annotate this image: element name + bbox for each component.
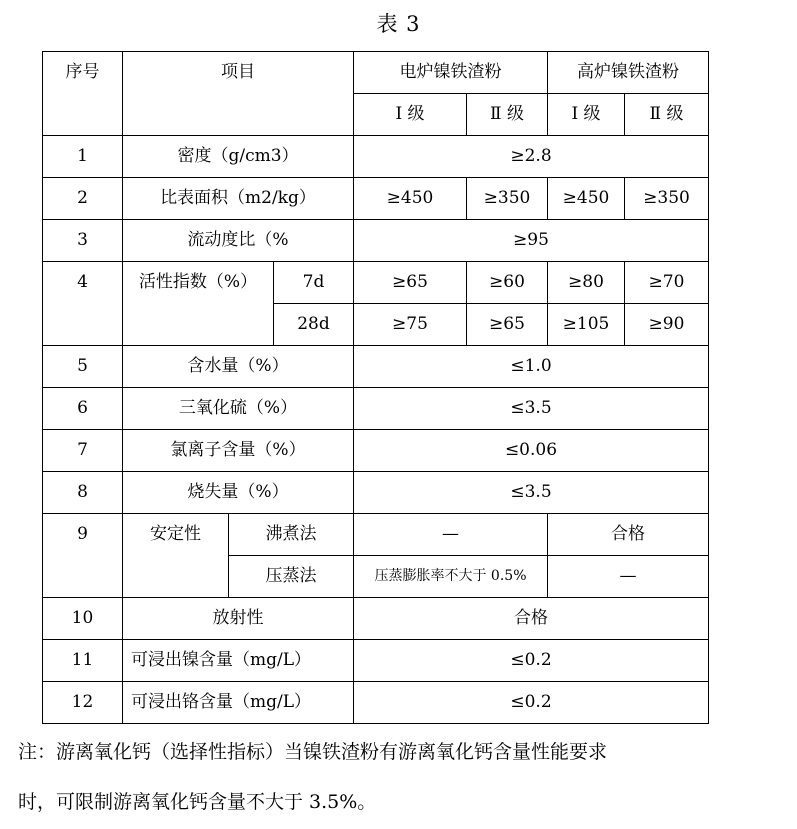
row-value: ≥60 bbox=[467, 262, 548, 304]
row-value: ≥75 bbox=[354, 304, 467, 346]
row-no: 9 bbox=[43, 514, 123, 598]
table-row bbox=[43, 262, 709, 304]
header-eaf-grade-2: Ⅱ 级 bbox=[467, 94, 548, 136]
table-row bbox=[43, 388, 709, 430]
table-row bbox=[43, 514, 709, 556]
row-no: 10 bbox=[43, 598, 123, 640]
row-value: — bbox=[354, 514, 548, 556]
row-value: ≥70 bbox=[625, 262, 709, 304]
header-no: 序号 bbox=[43, 52, 123, 136]
row-item: 密度（g/cm3） bbox=[123, 136, 354, 178]
row-value: ≤0.06 bbox=[354, 430, 709, 472]
header-item: 项目 bbox=[123, 52, 354, 136]
row-no: 5 bbox=[43, 346, 123, 388]
table-row bbox=[43, 220, 709, 262]
row-sub-label: 28d bbox=[274, 304, 354, 346]
row-value: ≥350 bbox=[467, 178, 548, 220]
header-bf-grade-1: Ⅰ 级 bbox=[548, 94, 625, 136]
row-no: 1 bbox=[43, 136, 123, 178]
row-no: 6 bbox=[43, 388, 123, 430]
row-value: ≤1.0 bbox=[354, 346, 709, 388]
table-row bbox=[43, 136, 709, 178]
row-value: 压蒸膨胀率不大于 0.5% bbox=[354, 556, 548, 598]
row-item: 放射性 bbox=[123, 598, 354, 640]
row-value: ≥2.8 bbox=[354, 136, 709, 178]
row-value: ≤0.2 bbox=[354, 682, 709, 724]
row-item: 安定性 bbox=[123, 514, 229, 598]
row-value: ≥450 bbox=[354, 178, 467, 220]
table-row bbox=[43, 472, 709, 514]
header-eaf-grade-1: Ⅰ 级 bbox=[354, 94, 467, 136]
header-row bbox=[43, 52, 709, 94]
row-no: 8 bbox=[43, 472, 123, 514]
row-item: 活性指数（%） bbox=[123, 262, 274, 346]
row-no: 12 bbox=[43, 682, 123, 724]
row-sub-label: 压蒸法 bbox=[229, 556, 354, 598]
note-line-2: 时，可限制游离氧化钙含量不大于 3.5%。 bbox=[18, 791, 377, 813]
row-value: ≥105 bbox=[548, 304, 625, 346]
row-value: ≥80 bbox=[548, 262, 625, 304]
row-value: ≥350 bbox=[625, 178, 709, 220]
row-value: 合格 bbox=[354, 598, 709, 640]
row-item: 比表面积（m2/kg） bbox=[123, 178, 354, 220]
row-no: 4 bbox=[43, 262, 123, 346]
row-value: ≥450 bbox=[548, 178, 625, 220]
row-item: 烧失量（%） bbox=[123, 472, 354, 514]
row-value: ≤0.2 bbox=[354, 640, 709, 682]
header-bf-slag: 高炉镍铁渣粉 bbox=[548, 52, 709, 94]
row-value: ≥65 bbox=[467, 304, 548, 346]
spec-table bbox=[42, 51, 709, 724]
table-row bbox=[43, 430, 709, 472]
row-item: 氯离子含量（%） bbox=[123, 430, 354, 472]
table-row bbox=[43, 598, 709, 640]
header-eaf-slag: 电炉镍铁渣粉 bbox=[354, 52, 548, 94]
row-value: ≥65 bbox=[354, 262, 467, 304]
table-title: 表 3 bbox=[376, 12, 421, 36]
table-row bbox=[43, 640, 709, 682]
row-item: 含水量（%） bbox=[123, 346, 354, 388]
row-value: 合格 bbox=[548, 514, 709, 556]
row-value: ≤3.5 bbox=[354, 472, 709, 514]
table-row bbox=[43, 346, 709, 388]
row-item: 三氧化硫（%） bbox=[123, 388, 354, 430]
row-sub-label: 沸煮法 bbox=[229, 514, 354, 556]
header-bf-grade-2: Ⅱ 级 bbox=[625, 94, 709, 136]
row-no: 11 bbox=[43, 640, 123, 682]
row-value: ≤3.5 bbox=[354, 388, 709, 430]
row-value: ≥95 bbox=[354, 220, 709, 262]
row-no: 2 bbox=[43, 178, 123, 220]
table-row bbox=[43, 178, 709, 220]
row-sub-label: 7d bbox=[274, 262, 354, 304]
note-line-1: 注：游离氧化钙（选择性指标）当镍铁渣粉有游离氧化钙含量性能要求 bbox=[18, 741, 608, 763]
row-value: — bbox=[548, 556, 709, 598]
row-item: 可浸出镍含量（mg/L） bbox=[123, 640, 354, 682]
row-item: 流动度比（% bbox=[123, 220, 354, 262]
row-value: ≥90 bbox=[625, 304, 709, 346]
row-no: 7 bbox=[43, 430, 123, 472]
row-item: 可浸出铬含量（mg/L） bbox=[123, 682, 354, 724]
row-no: 3 bbox=[43, 220, 123, 262]
table-row bbox=[43, 682, 709, 724]
